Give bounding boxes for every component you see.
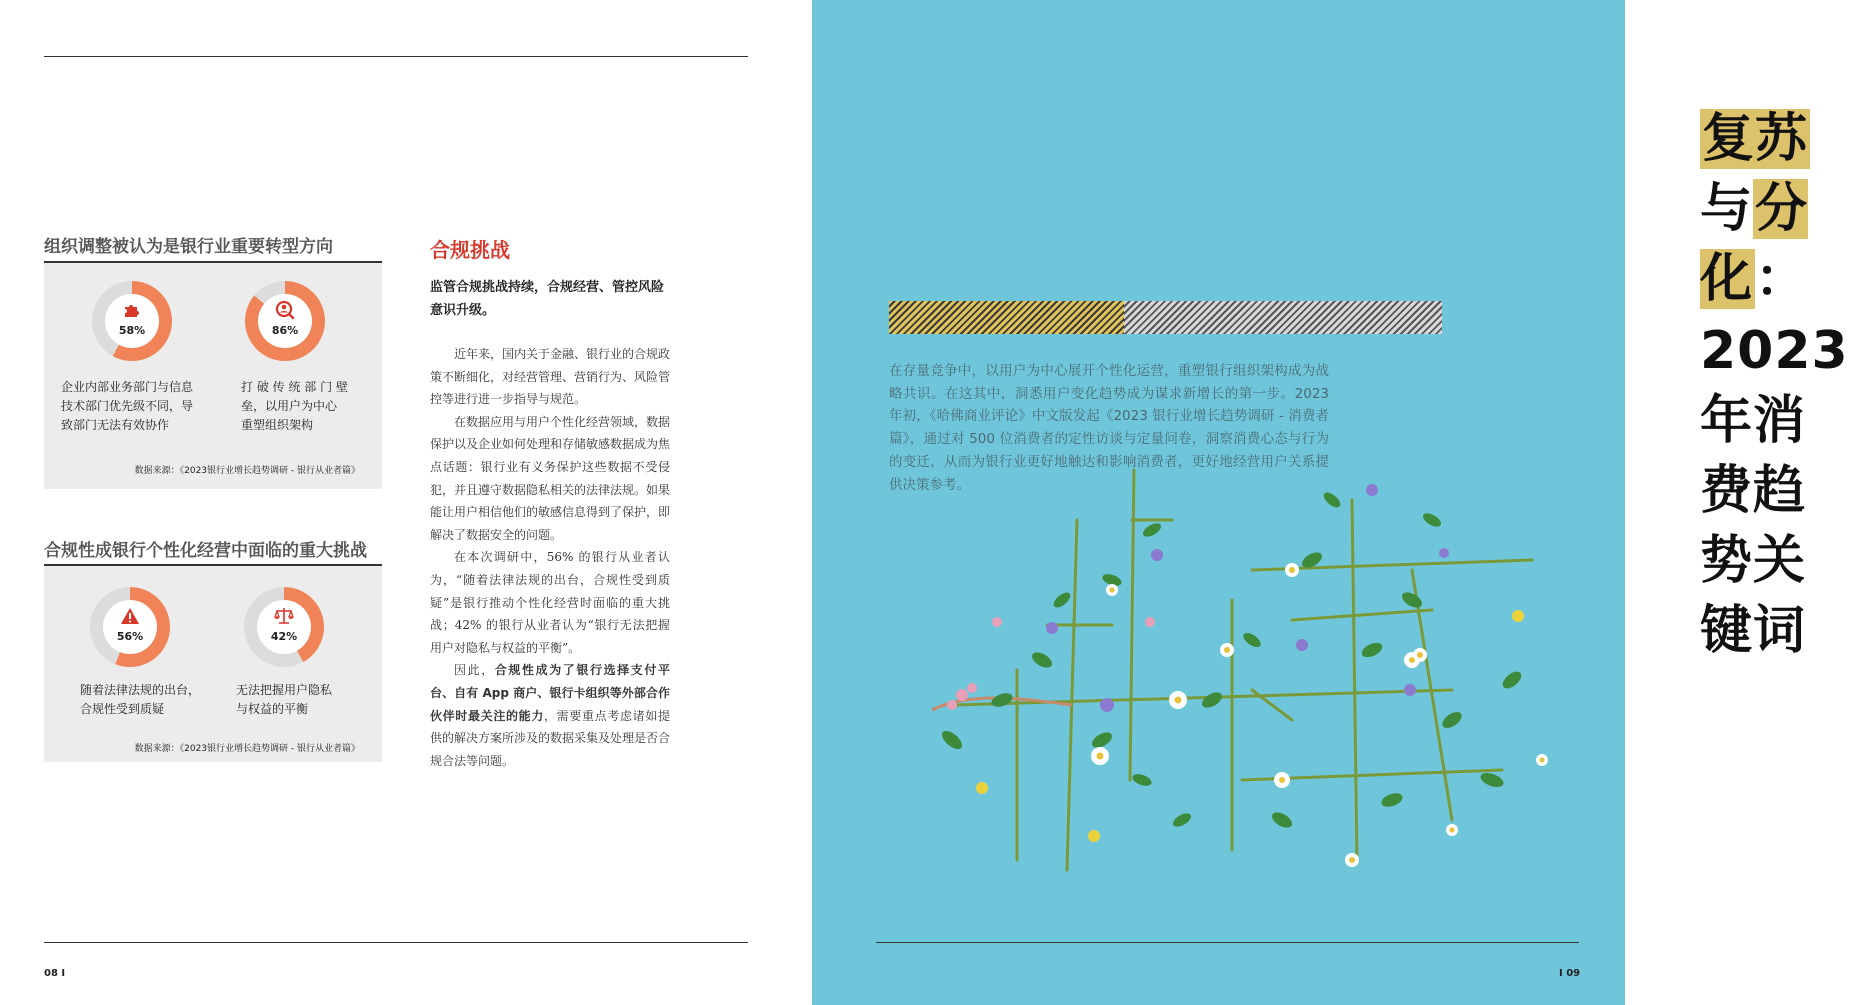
stat-panel-2 <box>44 564 382 762</box>
left-page <box>0 0 812 1005</box>
hatched-bar-yellow <box>889 301 1124 334</box>
article-paragraph: 近年来，国内关于金融、银行业的合规政策不断细化，对经营管理、营销行为、风险管控等进行进一步指导与规范。 <box>430 347 671 407</box>
page-number-right: I 09 <box>1559 968 1581 979</box>
article-paragraph: 在本次调研中，56% 的银行从业者认为，“随着法律法规的出台，合规性受到质疑”是银行推动个性化经营时面临的重大挑战；42% 的银行从业者认为“银行无法把握用户对隐私与权益的平衡”。 <box>430 550 670 655</box>
caption-42: 无法把握用户隐私 与权益的平衡 <box>236 683 333 716</box>
spread-title <box>1700 104 1849 666</box>
top-rule <box>44 56 748 57</box>
pct-42: 42% <box>270 630 298 643</box>
article-paragraph-conclusion: 因此，合规性成为了银行选择支付平台、自有 App 商户、银行卡组织等外部合作伙伴时最关注的能力，需要重点考虑诸如提供的解决方案所涉及的数据采集及处理是否合规合法等问题。 <box>430 663 671 768</box>
scales-icon <box>274 606 294 626</box>
panel1-title: 组织调整被认为是银行业重要转型方向 <box>44 237 333 257</box>
donut-86 <box>245 281 325 361</box>
caption-86: 打 破 传 统 部 门 壁 垒，以用户为中心 重塑组织架构 <box>241 380 348 432</box>
panel2-title: 合规性成银行个性化经营中面临的重大挑战 <box>44 541 367 561</box>
panel1-source: 数据来源：《2023银行业增长趋势调研 - 银行从业者篇》 <box>134 466 360 476</box>
title-highlight-divergence: 分化 <box>1700 179 1809 309</box>
stat-panel-1 <box>44 261 382 489</box>
bottom-rule-left <box>44 942 748 943</box>
page-number-left: 08 I <box>44 968 66 979</box>
donut-42 <box>244 587 324 667</box>
donut-56 <box>90 587 170 667</box>
flower-grid-photo <box>812 0 1625 1005</box>
article-paragraph: 在数据应用与用户个性化经营领域，数据保护以及企业如何处理和存储敏感数据成为焦点话题：银行业有义务保护这些数据不受侵犯，并且遵守数据隐私相关的法律法规。如果能让用户相信他们的敏感信息得到了保护，即解决了数据安全的问题。 <box>430 414 671 542</box>
title-highlight-recovery: 复苏 <box>1702 109 1809 169</box>
article-heading: 合规挑战 <box>430 238 510 262</box>
article-emphasis: 合规性成为了银行选择支付平台、自有 App 商户、银行卡组织等外部合作伙伴时最关注的能力 <box>430 663 670 723</box>
intro-paragraph: 在存量竞争中，以用户为中心展开个性化运营，重塑银行组织架构成为战略共识。在这其中，洞悉用户变化趋势成为谋求新增长的第一步。2023 年初，《哈佛商业评论》中文版发起《2023 银行业增长趋势调研 - 消费者篇》，通过对 500 位消费者的定性访谈与定量问卷，洞察消费心态与行为的变迁，从而为银行业更好地触达和影响消费者，更好地经营用户关系提供决策参考。 <box>889 363 1329 493</box>
right-page <box>812 0 1849 1005</box>
article-lead: 监管合规挑战持续，合规经营、管控风险意识升级。 <box>430 280 665 318</box>
title-line-1: 复苏与分化： <box>1700 109 1809 309</box>
puzzle-icon <box>122 300 142 320</box>
bottom-rule-right <box>876 942 1579 943</box>
pct-58: 58% <box>118 324 146 337</box>
warning-icon <box>120 606 140 626</box>
caption-58: 企业内部业务部门与信息 技术部门优先级不同，导 致部门无法有效协作 <box>61 380 194 432</box>
pct-56: 56% <box>116 630 144 643</box>
caption-56: 随着法律法规的出台， 合规性受到质疑 <box>80 683 201 716</box>
panel2-source: 数据来源：《2023银行业增长趋势调研 - 银行从业者篇》 <box>134 744 360 754</box>
user-search-icon <box>275 300 295 320</box>
title-line-2: 2023 年消费趋势关键词 <box>1700 321 1849 661</box>
hatched-bar-grey <box>1124 301 1442 334</box>
pct-86: 86% <box>271 324 299 337</box>
article-body <box>430 343 670 772</box>
donut-58 <box>92 281 172 361</box>
